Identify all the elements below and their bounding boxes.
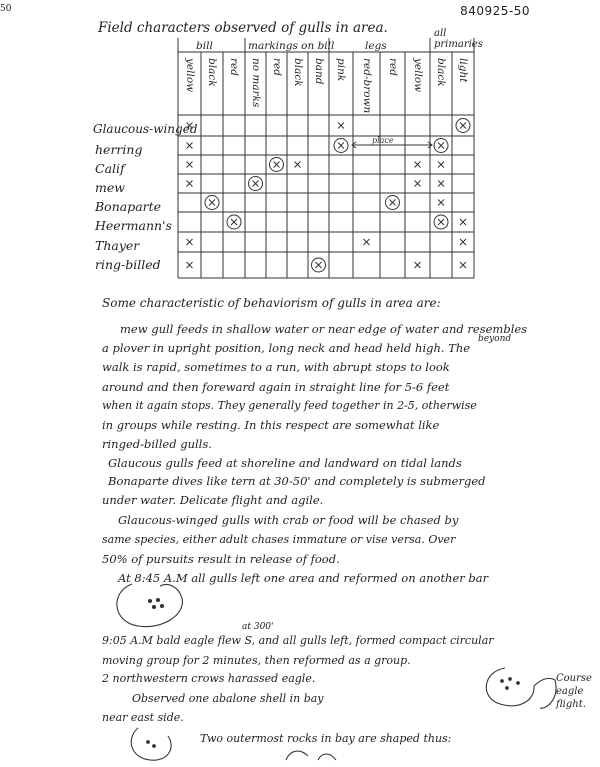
row-label-herring: herring xyxy=(95,142,143,157)
row-label-ring-billed: ring-billed xyxy=(95,257,161,272)
group-header-legs: legs xyxy=(365,40,387,52)
row-label-mew: mew xyxy=(95,180,125,195)
text-line: ringed-billed gulls. xyxy=(102,437,212,451)
text-line: when it again stops. They generally feed together in 2-5, otherwise xyxy=(102,399,477,412)
text-line: walk is rapid, sometimes to a run, with abrupt stops to look xyxy=(102,360,450,374)
group-header-markings: markings on bill xyxy=(248,40,335,52)
eagle-altitude-insert: at 300' xyxy=(242,622,274,632)
group-header-primaries: all primaries xyxy=(434,28,483,50)
col-header: red xyxy=(228,58,240,76)
eagle-note-line3: 2 northwestern crows harassed eagle. xyxy=(102,672,316,685)
text-line: Glaucous-winged gulls with crab or food will be chased by xyxy=(118,513,459,527)
text-line: 50% of pursuits result in release of food. xyxy=(102,552,340,566)
col-header: black xyxy=(435,58,447,87)
place-label: place xyxy=(372,136,394,145)
col-header: no marks xyxy=(249,58,262,108)
eagle-note-line1: 9:05 A.M bald eagle flew S, and all gulls left, formed compact circular xyxy=(102,634,494,647)
col-header: red xyxy=(270,58,283,76)
edge-mark: 50 xyxy=(0,4,12,14)
eagle-course-sketch xyxy=(486,668,556,708)
beyond-insert: beyond xyxy=(478,334,512,344)
text-line: At 8:45 A.M all gulls left one area and reformed on another bar xyxy=(118,571,489,585)
text-line: in groups while resting. In this respect are somewhat like xyxy=(102,418,440,432)
row-label-heermanns: Heermann's xyxy=(95,218,172,233)
abalone-line2: near east side. xyxy=(102,711,184,724)
col-header: light xyxy=(457,58,469,83)
row-label-calif: Calif xyxy=(95,161,125,176)
rocks-note: Two outermost rocks in bay are shaped thus: xyxy=(200,732,452,745)
course-label: Course eagle flight. xyxy=(556,673,592,710)
page-title: Field characters observed of gulls in area. xyxy=(98,20,388,36)
group-header-bill: bill xyxy=(196,40,213,52)
col-header: yellow xyxy=(183,58,196,93)
col-header: black xyxy=(206,58,218,87)
col-header: red-brown xyxy=(360,58,373,114)
text-line: around and then foreward again in straight line for 5-6 feet xyxy=(102,380,450,394)
text-line: Bonaparte dives like tern at 30-50' and completely is submerged xyxy=(108,474,486,488)
eagle-note-line2: moving group for 2 minutes, then reformed as a group. xyxy=(102,654,411,667)
gull-group-sketch xyxy=(117,584,183,627)
text-line: under water. Delicate flight and agile. xyxy=(102,493,324,507)
behavior-heading: Some characteristic of behaviorism of gulls in area are: xyxy=(102,296,441,310)
row-label-bonaparte: Bonaparte xyxy=(95,199,162,214)
text-line: Glaucous gulls feed at shoreline and landward on tidal lands xyxy=(108,456,462,470)
col-header: pink xyxy=(335,58,347,82)
col-header: red xyxy=(386,58,399,76)
abalone-line1: Observed one abalone shell in bay xyxy=(132,692,324,705)
col-header: band xyxy=(312,58,325,85)
col-header: black xyxy=(291,58,304,87)
document-id: 840925-50 xyxy=(460,4,530,18)
row-label-glaucous-winged: Glaucous-winged xyxy=(93,122,198,136)
text-line: mew gull feeds in shallow water or near edge of water and resembles xyxy=(120,322,528,336)
col-header: yellow xyxy=(411,58,424,93)
text-line: same species, either adult chases immature or vise versa. Over xyxy=(102,533,456,546)
text-line: a plover in upright position, long neck and head held high. The xyxy=(102,341,471,355)
row-label-thayer: Thayer xyxy=(95,238,140,253)
